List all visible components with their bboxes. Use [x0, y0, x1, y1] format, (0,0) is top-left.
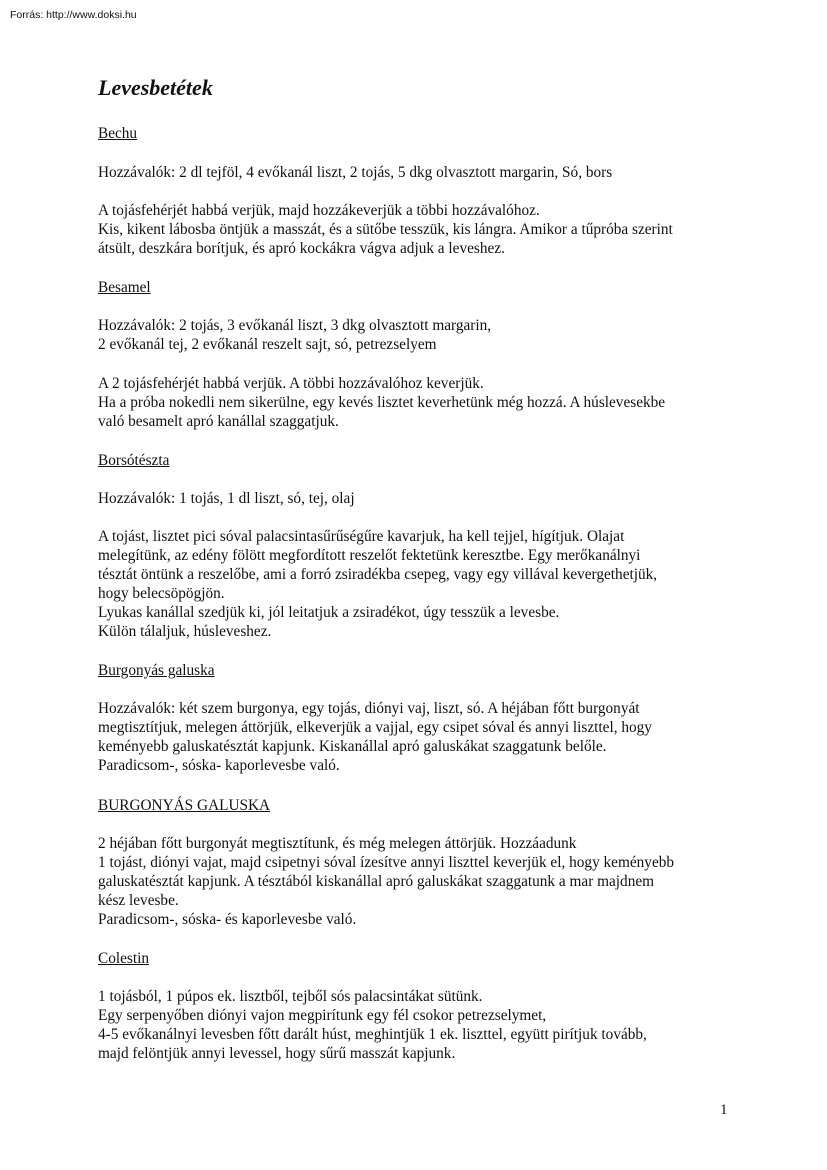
- text-line: Paradicsom-, sóska- és kaporlevesbe való.: [98, 911, 357, 928]
- text-line: Hozzávalók: két szem burgonya, egy tojás, diónyi vaj, liszt, só. A héjában főtt burgonyát: [98, 700, 640, 717]
- ingredients-colestin: [98, 987, 647, 1063]
- text-line: melegítünk, az edény fölött megfordított reszelőt fektetünk keresztbe. Egy merőkanálnyi: [98, 547, 641, 564]
- text-line: Paradicsom-, sóska- kaporlevesbe való.: [98, 757, 340, 774]
- method-bechu: [98, 201, 673, 258]
- section-heading-colestin: Colestin: [98, 950, 149, 967]
- text-line: Egy serpenyőben diónyi vajon megpirítunk egy fél csokor petrezselymet,: [98, 1007, 547, 1024]
- method-besamel: [98, 374, 665, 431]
- text-line: megtisztítjuk, melegen áttörjük, elkeverjük a vajjal, egy csipet sóval és annyi liszttel, hogy: [98, 719, 652, 736]
- text-line: hogy belecsöpögjön.: [98, 585, 225, 602]
- text-line: majd felöntjük annyi levessel, hogy sűrű masszát kapjunk.: [98, 1045, 456, 1062]
- text-line: Hozzávalók: 2 tojás, 3 evőkanál liszt, 3 dkg olvasztott margarin,: [98, 317, 492, 334]
- section-heading-besamel: Besamel: [98, 279, 151, 296]
- text-line: A tojást, lisztet pici sóval palacsintasűrűségűre kavarjuk, ha kell tejjel, hígítjuk. Olajat: [98, 528, 625, 545]
- method-borsoteszta: [98, 527, 657, 641]
- section-heading-bechu: Bechu: [98, 125, 138, 142]
- text-line: 1 tojásból, 1 púpos ek. lisztből, tejből sós palacsintákat sütünk.: [98, 988, 483, 1005]
- ingredients-bechu: [98, 163, 612, 182]
- page-title: Levesbetétek: [98, 75, 213, 100]
- text-line: való besamelt apró kanállal szaggatjuk.: [98, 413, 339, 430]
- text-line: 2 héjában főtt burgonyát megtisztítunk, és még melegen áttörjük. Hozzáadunk: [98, 835, 577, 852]
- source-label: Forrás: http://www.doksi.hu: [10, 9, 137, 21]
- text-line: 1 tojást, diónyi vajat, majd csipetnyi sóval ízesítve annyi liszttel keverjük el, hogy keményebb: [98, 854, 675, 871]
- section-heading-borsoteszta: Borsótészta: [98, 452, 170, 469]
- text-line: Külön tálaljuk, húsleveshez.: [98, 623, 272, 640]
- page-number: 1: [720, 1102, 728, 1118]
- text-line: A 2 tojásfehérjét habbá verjük. A többi hozzávalóhoz keverjük.: [98, 375, 484, 392]
- text-line: 2 evőkanál tej, 2 evőkanál reszelt sajt, só, petrezselyem: [98, 336, 437, 353]
- text-line: Hozzávalók: 2 dl tejföl, 4 evőkanál liszt, 2 tojás, 5 dkg olvasztott margarin, Só, bors: [98, 164, 613, 181]
- ingredients-borsoteszta: [98, 489, 355, 508]
- text-line: átsült, deszkára borítjuk, és apró kockákra vágva adjuk a leveshez.: [98, 240, 505, 257]
- text-line: tésztát öntünk a reszelőbe, ami a forró zsiradékba csepeg, vagy egy villával kevergethetjük,: [98, 566, 658, 583]
- section-heading-burgonyas-galuska: Burgonyás galuska: [98, 662, 215, 679]
- section-heading-burgonyas-galuska-2: BURGONYÁS GALUSKA: [98, 797, 271, 814]
- text-line: kész levesbe.: [98, 892, 179, 909]
- ingredients-besamel: [98, 316, 491, 354]
- text-line: Hozzávalók: 1 tojás, 1 dl liszt, só, tej, olaj: [98, 490, 355, 507]
- text-line: A tojásfehérjét habbá verjük, majd hozzákeverjük a többi hozzávalóhoz.: [98, 202, 540, 219]
- text-line: Kis, kikent lábosba öntjük a masszát, és a sütőbe tesszük, kis lángra. Amikor a tűpróba szerint: [98, 221, 673, 238]
- text-line: 4-5 evőkanálnyi levesben főtt darált húst, meghintjük 1 ek. liszttel, együtt pirítjuk tovább,: [98, 1026, 647, 1043]
- text-line: galuskatésztát kapjunk. A tésztából kiskanállal apró galuskákat szaggatunk a mar majdnem: [98, 873, 655, 890]
- text-line: Lyukas kanállal szedjük ki, jól leitatjuk a zsiradékot, úgy tesszük a levesbe.: [98, 604, 560, 621]
- text-line: Ha a próba nokedli nem sikerülne, egy kevés lisztet keverhetünk még hozzá. A húslevesekbe: [98, 394, 666, 411]
- ingredients-burgonyas-galuska-2: [98, 834, 674, 929]
- ingredients-burgonyas-galuska: [98, 699, 652, 775]
- text-line: keményebb galuskatésztát kapjunk. Kiskanállal apró galuskákat szaggatunk belőle.: [98, 738, 607, 755]
